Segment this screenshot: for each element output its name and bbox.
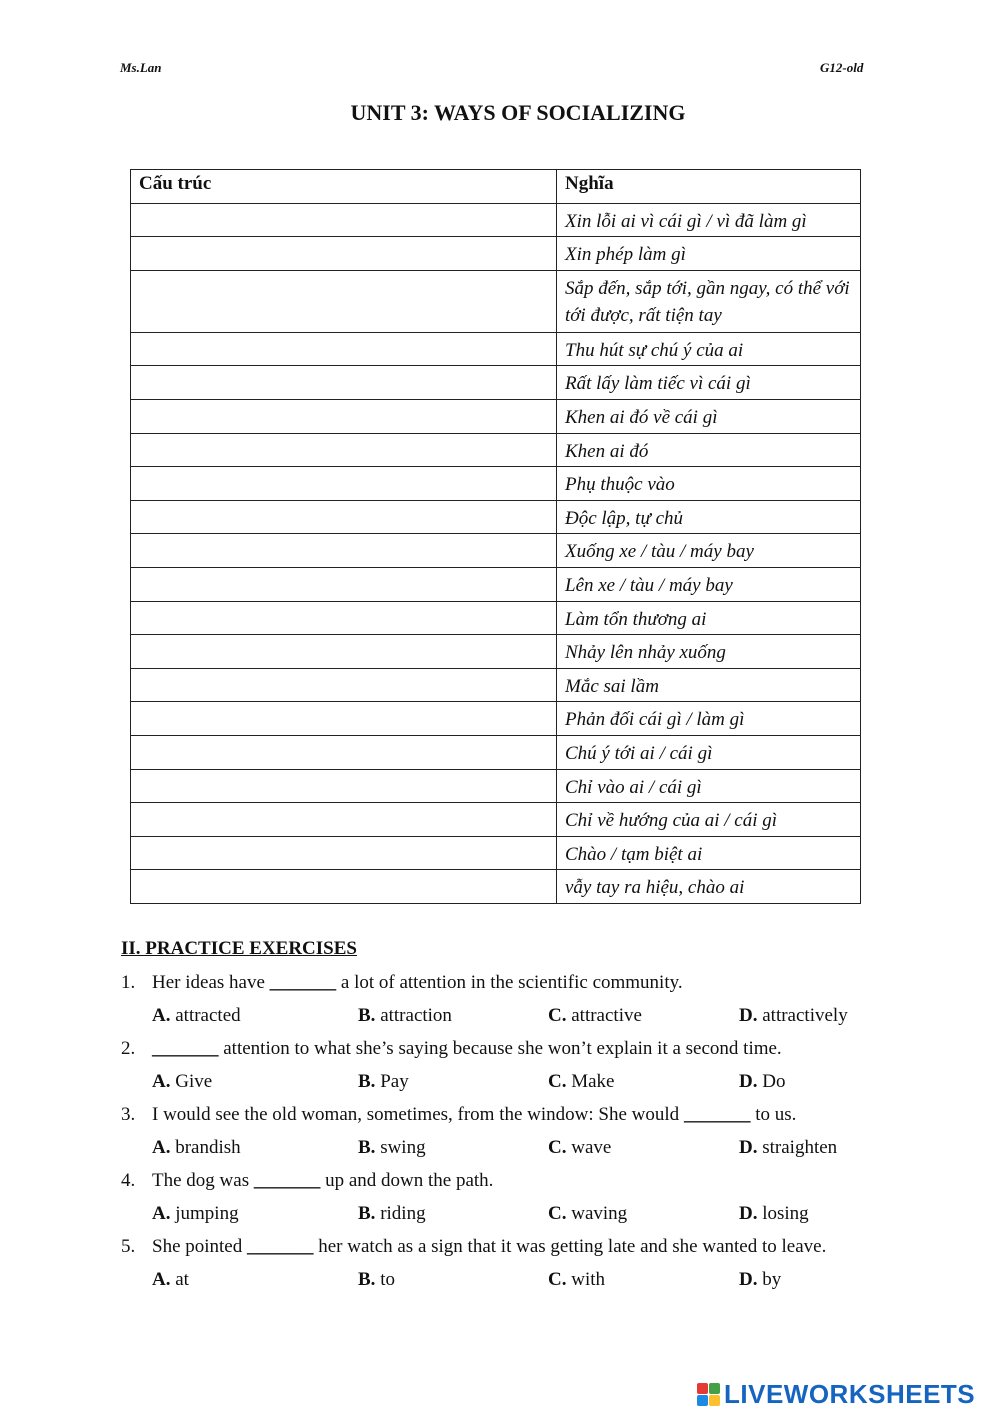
option-text: jumping [170, 1203, 239, 1224]
answer-blank[interactable]: _______ [247, 1236, 314, 1257]
page-title: UNIT 3: WAYS OF SOCIALIZING [350, 100, 686, 125]
structure-cell[interactable] [131, 203, 557, 237]
structure-cell[interactable] [131, 366, 557, 400]
option-d[interactable] [739, 1197, 809, 1230]
header-author: Ms.Lan [120, 60, 162, 75]
option-letter: A. [152, 1071, 171, 1092]
table-row [131, 635, 861, 669]
structure-cell[interactable] [131, 433, 557, 467]
option-letter: C. [548, 1005, 567, 1026]
option-a[interactable] [152, 1263, 189, 1296]
structure-cell[interactable] [131, 270, 557, 332]
table-row [131, 433, 861, 467]
option-text: Do [757, 1071, 786, 1092]
option-text: attractive [566, 1005, 642, 1026]
option-text: wave [566, 1137, 612, 1158]
question-text-after: up and down the path. [320, 1170, 494, 1191]
option-text: with [566, 1269, 606, 1290]
table-row [131, 270, 861, 332]
meaning-cell: Mắc sai lầm [557, 668, 861, 702]
meaning-cell: Chào / tạm biệt ai [557, 836, 861, 870]
meaning-cell: vẫy tay ra hiệu, chào ai [557, 870, 861, 904]
option-letter: C. [548, 1071, 567, 1092]
table-row [131, 500, 861, 534]
option-letter: D. [739, 1005, 758, 1026]
option-b[interactable] [358, 1263, 395, 1296]
table-row [131, 769, 861, 803]
meaning-cell: Rất lấy làm tiếc vì cái gì [557, 366, 861, 400]
meaning-cell: Sắp đến, sắp tới, gần ngay, có thể với tới được, rất tiện tay [557, 270, 861, 332]
structure-cell[interactable] [131, 870, 557, 904]
option-a[interactable] [152, 1065, 212, 1098]
option-text: by [757, 1269, 782, 1290]
option-b[interactable] [358, 1131, 426, 1164]
option-text: losing [757, 1203, 809, 1224]
meaning-cell: Chú ý tới ai / cái gì [557, 735, 861, 769]
option-text: Make [566, 1071, 615, 1092]
option-letter: B. [358, 1269, 376, 1290]
option-letter: A. [152, 1137, 171, 1158]
option-text: swing [375, 1137, 426, 1158]
table-row [131, 735, 861, 769]
option-d[interactable] [739, 1131, 837, 1164]
table-row [131, 534, 861, 568]
option-text: straighten [757, 1137, 838, 1158]
question-2 [121, 1032, 881, 1065]
option-text: Give [170, 1071, 213, 1092]
liveworksheets-logo [697, 1378, 975, 1410]
meaning-cell: Khen ai đó về cái gì [557, 399, 861, 433]
answer-blank[interactable]: _______ [269, 972, 337, 993]
options-row [121, 1065, 881, 1098]
meaning-cell: Độc lập, tự chủ [557, 500, 861, 534]
meaning-cell: Xuống xe / tàu / máy bay [557, 534, 861, 568]
answer-blank[interactable]: _______ [253, 1170, 321, 1191]
option-d[interactable] [739, 999, 848, 1032]
structure-cell[interactable] [131, 735, 557, 769]
option-letter: B. [358, 1005, 376, 1026]
logo-square [697, 1383, 708, 1394]
options-row [121, 1197, 881, 1230]
table-row [131, 668, 861, 702]
question-text-after: a lot of attention in the scientific community. [336, 972, 683, 993]
option-b[interactable] [358, 1197, 426, 1230]
question-number: 3. [121, 1104, 136, 1125]
option-text: attraction [375, 1005, 452, 1026]
options-row [121, 1263, 881, 1296]
question-number: 2. [121, 1038, 136, 1059]
structure-cell[interactable] [131, 567, 557, 601]
question-text-before: I would see the old woman, sometimes, from the window: She would [152, 1104, 684, 1125]
options-row [121, 999, 881, 1032]
vocab-table [130, 169, 861, 904]
meaning-cell: Làm tổn thương ai [557, 601, 861, 635]
option-letter: B. [358, 1137, 376, 1158]
exercise-list [121, 966, 881, 1296]
question-4 [121, 1164, 881, 1197]
question-text-after: to us. [750, 1104, 797, 1125]
option-text: riding [375, 1203, 426, 1224]
header-grade: G12-old [820, 60, 864, 75]
structure-cell[interactable] [131, 500, 557, 534]
options-row [121, 1131, 881, 1164]
option-letter: D. [739, 1137, 758, 1158]
option-text: waving [566, 1203, 628, 1224]
question-5 [121, 1230, 881, 1263]
table-row [131, 567, 861, 601]
table-row [131, 836, 861, 870]
question-text-before: Her ideas have [152, 972, 270, 993]
structure-cell[interactable] [131, 635, 557, 669]
column-header-structure: Cấu trúc [131, 170, 557, 204]
structure-cell[interactable] [131, 668, 557, 702]
question-number: 1. [121, 972, 136, 993]
option-c[interactable] [548, 1065, 615, 1098]
meaning-cell: Phản đối cái gì / làm gì [557, 702, 861, 736]
answer-blank[interactable]: _______ [683, 1104, 751, 1125]
option-c[interactable] [548, 999, 642, 1032]
question-1 [121, 966, 881, 999]
logo-square [709, 1395, 720, 1406]
structure-cell[interactable] [131, 803, 557, 837]
option-b[interactable] [358, 999, 452, 1032]
option-letter: C. [548, 1137, 567, 1158]
option-c[interactable] [548, 1131, 611, 1164]
meaning-cell: Chỉ về hướng của ai / cái gì [557, 803, 861, 837]
logo-square [709, 1383, 720, 1394]
option-letter: C. [548, 1203, 567, 1224]
option-text: to [375, 1269, 395, 1290]
structure-cell[interactable] [131, 769, 557, 803]
option-d[interactable] [739, 1065, 785, 1098]
meaning-cell: Nhảy lên nhảy xuống [557, 635, 861, 669]
table-row [131, 803, 861, 837]
question-text-after: attention to what she’s saying because she won’t explain it a second time. [218, 1038, 782, 1059]
question-text-after: her watch as a sign that it was getting late and she wanted to leave. [313, 1236, 827, 1257]
option-text: Pay [375, 1071, 409, 1092]
option-c[interactable] [548, 1197, 627, 1230]
meaning-cell: Chỉ vào ai / cái gì [557, 769, 861, 803]
section-title: II. PRACTICE EXERCISES [121, 938, 357, 959]
structure-cell[interactable] [131, 332, 557, 366]
option-letter: B. [358, 1071, 376, 1092]
structure-cell[interactable] [131, 601, 557, 635]
option-text: at [170, 1269, 189, 1290]
answer-blank[interactable]: _______ [152, 1038, 219, 1059]
option-text: attractively [757, 1005, 848, 1026]
option-letter: A. [152, 1269, 171, 1290]
structure-cell[interactable] [131, 237, 557, 271]
option-a[interactable] [152, 1131, 241, 1164]
logo-square [697, 1395, 708, 1406]
table-row [131, 332, 861, 366]
option-letter: D. [739, 1203, 758, 1224]
meaning-cell: Phụ thuộc vào [557, 467, 861, 501]
option-letter: B. [358, 1203, 376, 1224]
option-text: brandish [170, 1137, 241, 1158]
option-b[interactable] [358, 1065, 409, 1098]
meaning-cell: Khen ai đó [557, 433, 861, 467]
option-letter: D. [739, 1071, 758, 1092]
structure-cell[interactable] [131, 399, 557, 433]
question-number: 4. [121, 1170, 136, 1191]
table-row [131, 870, 861, 904]
logo-text: LIVEWORKSHEETS [724, 1378, 976, 1409]
option-letter: D. [739, 1269, 758, 1290]
structure-cell[interactable] [131, 534, 557, 568]
option-text: attracted [170, 1005, 241, 1026]
option-a[interactable] [152, 1197, 239, 1230]
option-d[interactable] [739, 1263, 781, 1296]
option-a[interactable] [152, 999, 241, 1032]
meaning-cell: Xin phép làm gì [557, 237, 861, 271]
question-3 [121, 1098, 881, 1131]
table-row [131, 237, 861, 271]
logo-icon [697, 1383, 720, 1406]
option-letter: C. [548, 1269, 567, 1290]
question-text-before: The dog was [152, 1170, 254, 1191]
table-row [131, 601, 861, 635]
meaning-cell: Lên xe / tàu / máy bay [557, 567, 861, 601]
table-row [131, 366, 861, 400]
table-header-row [131, 170, 861, 204]
column-header-meaning: Nghĩa [557, 170, 861, 204]
option-c[interactable] [548, 1263, 605, 1296]
meaning-cell: Xin lỗi ai vì cái gì / vì đã làm gì [557, 203, 861, 237]
table-row [131, 467, 861, 501]
meaning-cell: Thu hút sự chú ý của ai [557, 332, 861, 366]
table-row [131, 203, 861, 237]
table-row [131, 702, 861, 736]
question-text-before: She pointed [152, 1236, 247, 1257]
option-letter: A. [152, 1203, 171, 1224]
option-letter: A. [152, 1005, 171, 1026]
question-number: 5. [121, 1236, 136, 1257]
structure-cell[interactable] [131, 702, 557, 736]
structure-cell[interactable] [131, 467, 557, 501]
table-row [131, 399, 861, 433]
structure-cell[interactable] [131, 836, 557, 870]
